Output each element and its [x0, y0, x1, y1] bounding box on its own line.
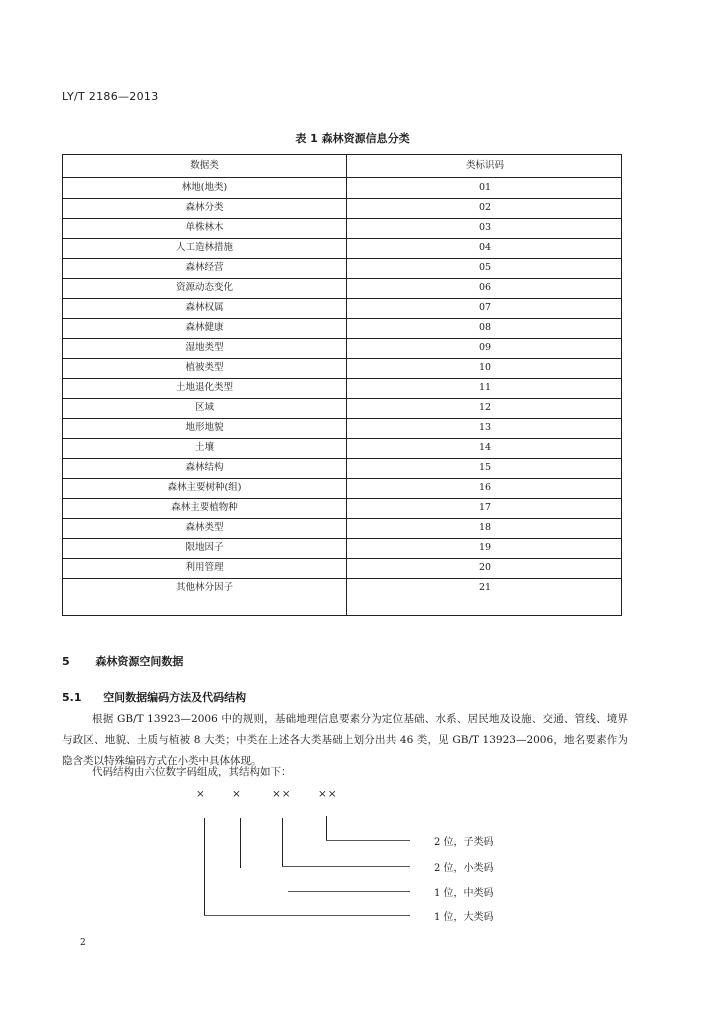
- table-cell-data-class: 森林权属: [185, 302, 224, 313]
- subsection-title: 空间数据编码方法及代码结构: [103, 691, 247, 704]
- table-cell-class-code: 21: [478, 582, 492, 593]
- table-cell-class-code: 07: [478, 302, 492, 313]
- table-cell-data-class: 利用管理: [185, 562, 224, 573]
- table-cell-data-class: 区域: [194, 402, 214, 413]
- code-mark-major: ×: [196, 788, 206, 800]
- table-cell-class-code: 17: [478, 502, 492, 513]
- table-cell-class-code: 10: [478, 362, 492, 373]
- body-paragraph-structure-intro: 代码结构由六位数字码组成，其结构如下：: [92, 766, 292, 778]
- connector-major-horizontal: [204, 915, 410, 916]
- page-number: 2: [80, 938, 86, 948]
- table-cell-data-class: 其他林分因子: [175, 582, 233, 593]
- code-mark-minor: ××: [272, 788, 292, 800]
- table-cell-class-code: 18: [478, 522, 492, 533]
- code-mark-sub: ××: [318, 788, 338, 800]
- table-cell-class-code: 06: [478, 282, 492, 293]
- table-cell-data-class: 土地退化类型: [175, 382, 233, 393]
- table-cell-class-code: 16: [478, 482, 492, 493]
- table-cell-data-class: 森林健康: [185, 322, 224, 333]
- table-cell-data-class: 林地(地类): [181, 182, 228, 193]
- standard-code: LY/T 2186—2013: [62, 90, 159, 103]
- table-cell-data-class: 森林结构: [185, 462, 224, 473]
- table-cell-data-class: 森林主要植物种: [171, 502, 238, 513]
- table-cell-class-code: 19: [478, 542, 492, 553]
- table-cell-class-code: 09: [478, 342, 492, 353]
- code-label-major: 1 位，大类码: [434, 912, 494, 923]
- classification-table: [62, 154, 622, 616]
- table-cell-data-class: 限地因子: [185, 542, 224, 553]
- connector-major-vertical: [204, 818, 205, 916]
- table-cell-data-class: 森林经营: [185, 262, 224, 273]
- code-mark-medium: ×: [232, 788, 242, 800]
- table-cell-data-class: 森林类型: [185, 522, 224, 533]
- connector-sub-vertical: [326, 816, 327, 840]
- column-header-class-code: 类标识码: [465, 160, 504, 171]
- table-cell-data-class: 森林主要树种(组): [167, 482, 242, 493]
- table-cell-data-class: 人工造林措施: [175, 242, 233, 253]
- body-paragraph: 根据 GB/T 13923—2006 中的规则，基础地理信息要素分为定位基础、水系、居民地及设施、交通、管线、境界与政区、地貌、土质与植被 8 大类；中类在上述各大类基础上划分出共 46 类，见 GB/T 13923—2006，地名要素作为隐含类以特殊编码方式在小类中具体体现。: [62, 713, 628, 767]
- table-cell-class-code: 03: [478, 222, 492, 233]
- subsection-heading: [62, 689, 246, 705]
- table-cell-class-code: 04: [478, 242, 492, 253]
- table-cell-data-class: 土壤: [194, 442, 214, 453]
- code-label-minor: 2 位，小类码: [434, 863, 494, 874]
- subsection-number: 5.1: [62, 691, 82, 704]
- code-label-medium: 1 位，中类码: [434, 888, 494, 899]
- connector-sub-horizontal: [326, 840, 410, 841]
- section-title: 森林资源空间数据: [95, 655, 184, 668]
- connector-minor-horizontal: [282, 866, 410, 867]
- table-cell-class-code: 20: [478, 562, 492, 573]
- table-cell-class-code: 02: [478, 202, 492, 213]
- table-cell-data-class: 资源动态变化: [175, 282, 233, 293]
- table-cell-class-code: 11: [478, 382, 492, 393]
- table-cell-class-code: 13: [478, 422, 492, 433]
- table-cell-class-code: 14: [478, 442, 492, 453]
- table-cell-data-class: 湿地类型: [185, 342, 224, 353]
- section-number: 5: [62, 655, 70, 668]
- table-cell-class-code: 12: [478, 402, 492, 413]
- section-heading: [62, 653, 183, 669]
- table-cell-data-class: 植被类型: [185, 362, 224, 373]
- table-caption: 表 1 森林资源信息分类: [295, 132, 410, 145]
- table-header-row: [63, 155, 621, 178]
- table-cell-data-class: 森林分类: [185, 202, 224, 213]
- column-header-data-class: 数据类: [190, 160, 219, 171]
- connector-medium-vertical: [240, 818, 241, 868]
- connector-medium-horizontal: [288, 891, 410, 892]
- table-cell-data-class: 单株林木: [185, 222, 224, 233]
- table-cell-class-code: 15: [478, 462, 492, 473]
- connector-minor-vertical: [282, 818, 283, 866]
- table-cell-class-code: 01: [478, 182, 492, 193]
- table-cell-data-class: 地形地貌: [185, 422, 224, 433]
- table-cell-class-code: 08: [478, 322, 492, 333]
- table-cell-class-code: 05: [478, 262, 492, 273]
- code-label-sub: 2 位，子类码: [434, 837, 494, 848]
